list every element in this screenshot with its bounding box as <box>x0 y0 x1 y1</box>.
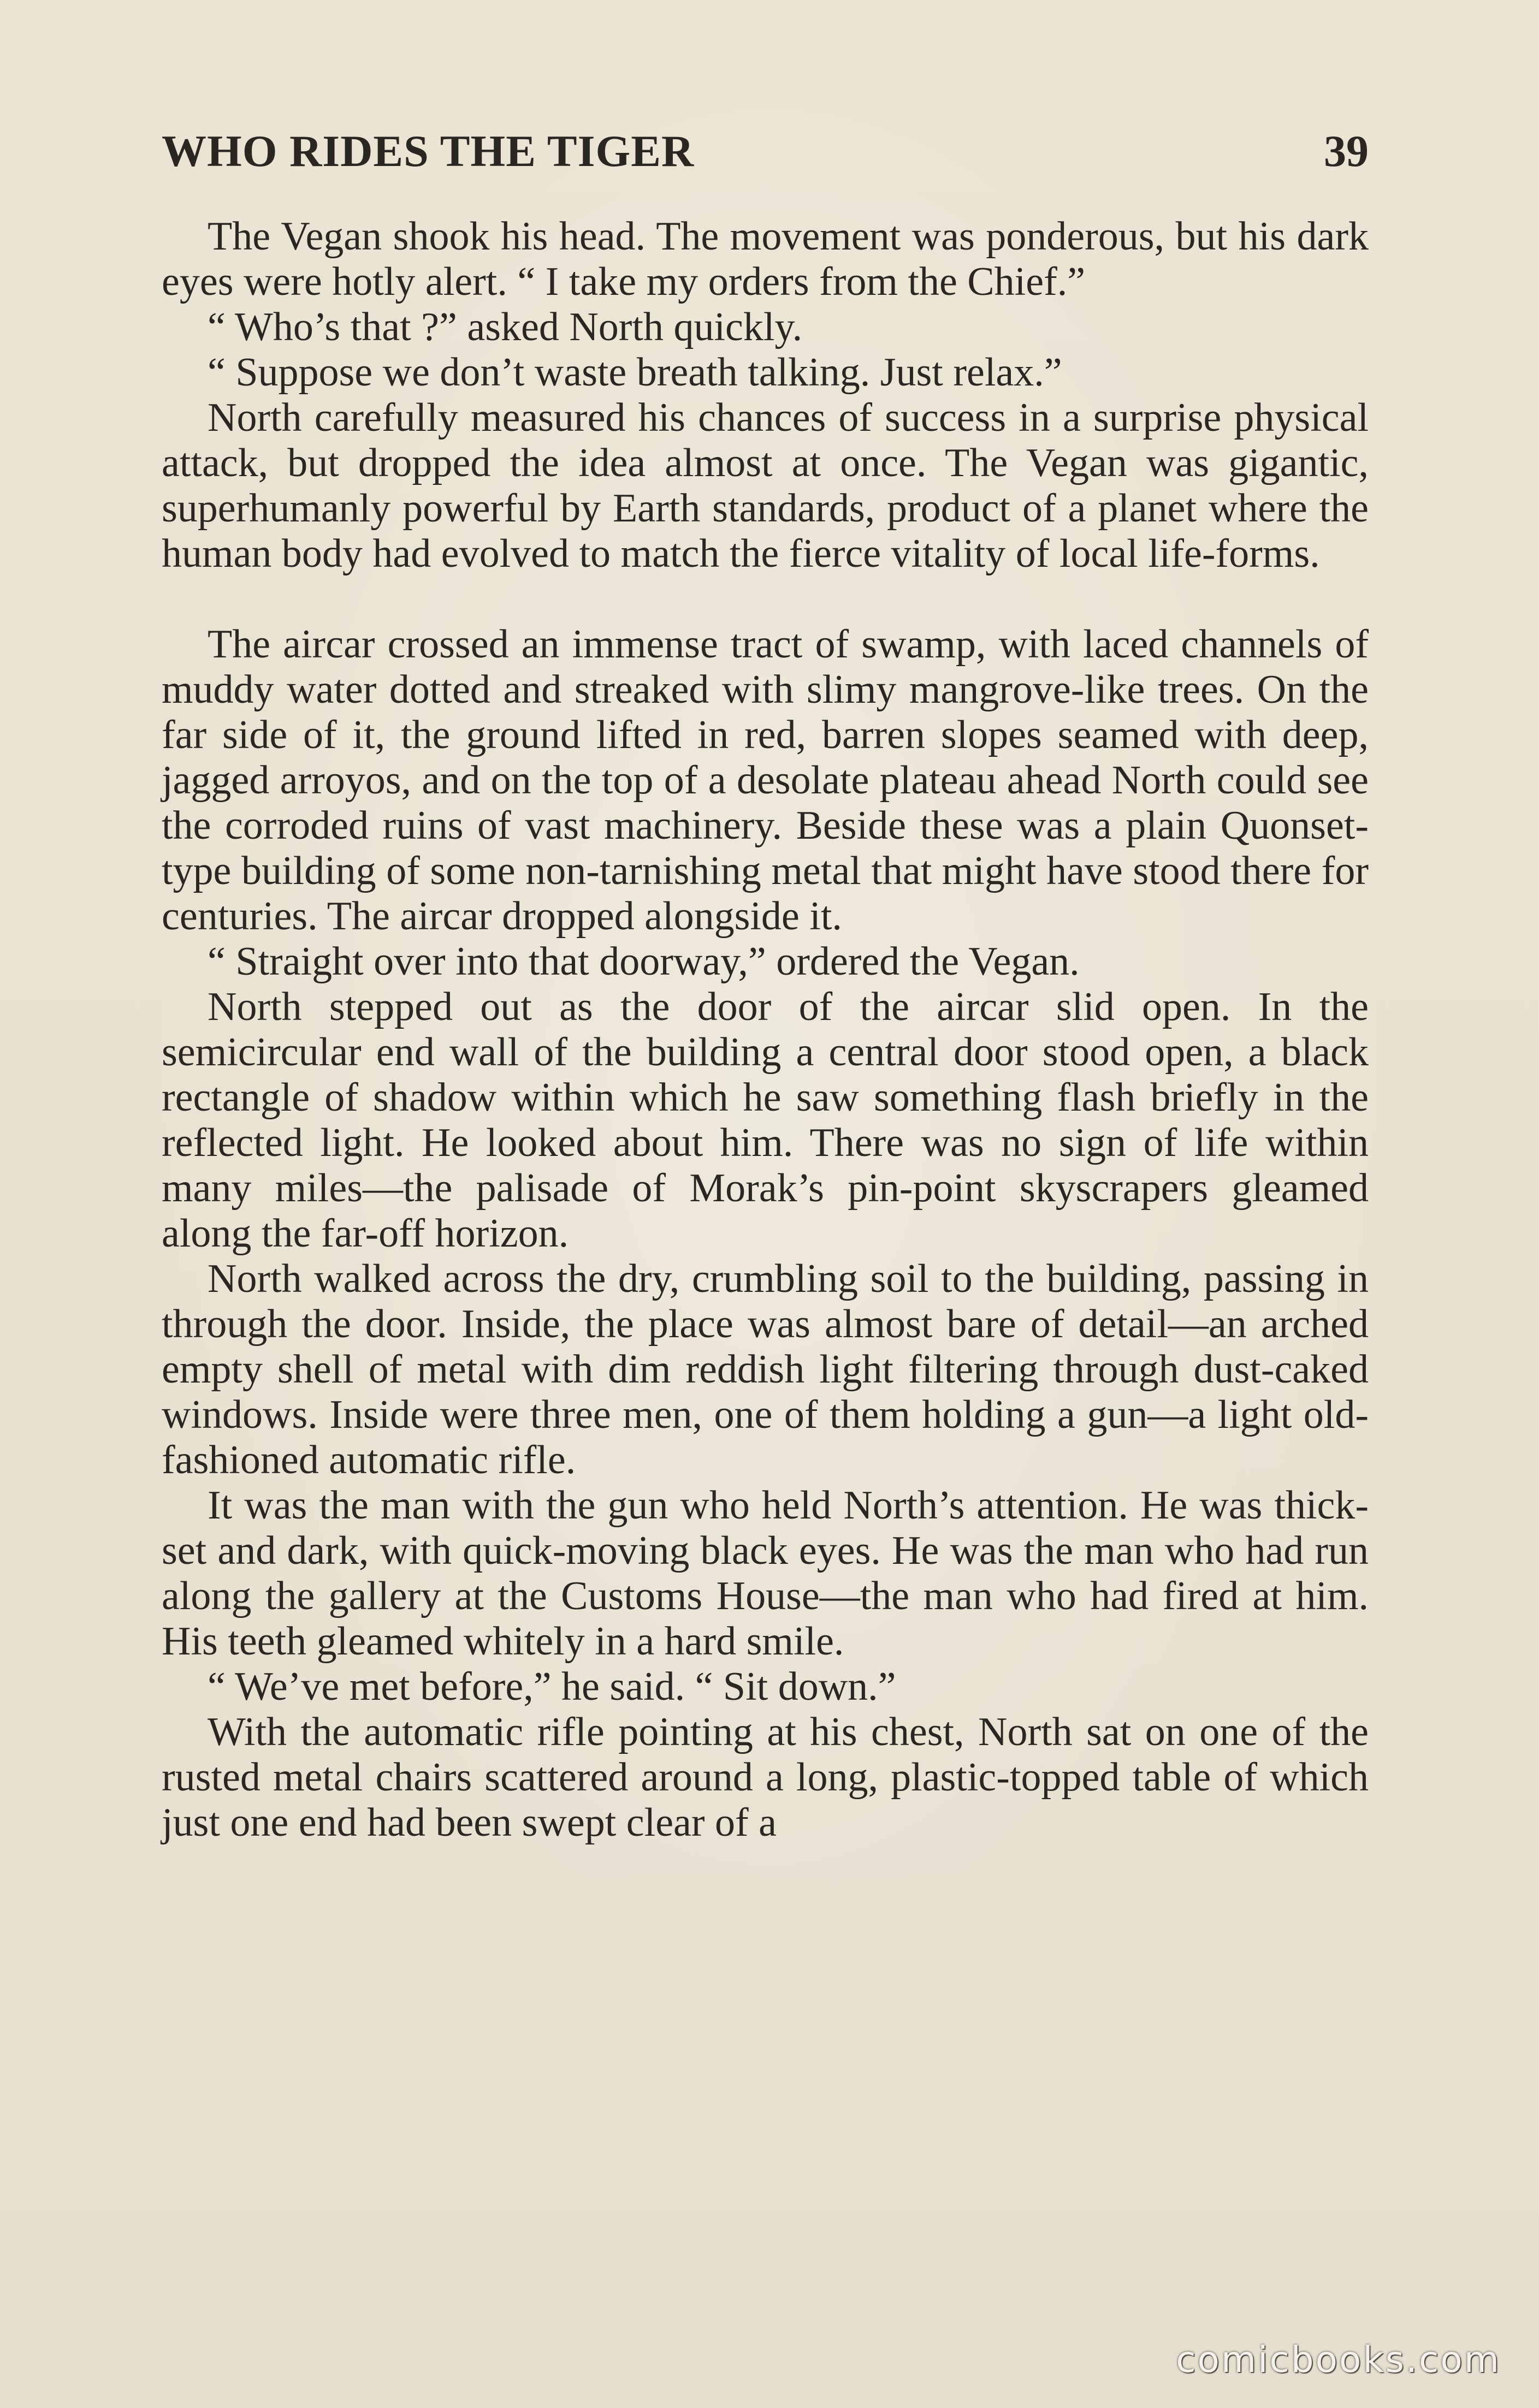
paragraph: “ Suppose we don’t waste breath talking. Just relax.” <box>208 350 1062 395</box>
paragraph: “ Straight over into that doorway,” ordered the Vegan. <box>208 939 1080 984</box>
paragraph: The aircar crossed an immense tract of swamp, with laced channels of muddy water dotted and streaked with slimy mangrove-like trees. On the far side of it, the ground lifted in red, barren slopes seamed with deep, jagged arroyos, and on the top of a desolate plateau ahead North could see the corroded ruins of vast machinery. Beside these was a plain Quonset-type building of some non-tarnishing metal that might have stood there for centuries. The aircar dropped alongside it. <box>162 622 1369 939</box>
page-number: 39 <box>1324 126 1369 176</box>
body-text <box>162 214 1369 1846</box>
paragraph: It was the man with the gun who held North’s attention. He was thick-set and dark, with quick-moving black eyes. He was the man who had run along the gallery at the Customs House—the man who had fired at him. His teeth gleamed whitely in a hard smile. <box>162 1483 1369 1664</box>
running-head <box>162 121 1369 181</box>
paragraph: North stepped out as the door of the aircar slid open. In the semicircular end wall of the building a central door stood open, a black rectangle of shadow within which he saw something flash briefly in the reflected light. He looked about him. There was no sign of life within many miles—the palisade of Morak’s pin-point skyscrapers gleamed along the far-off horizon. <box>162 984 1369 1256</box>
running-title: WHO RIDES THE TIGER <box>162 126 695 176</box>
paragraph: “ We’ve met before,” he said. “ Sit down.” <box>208 1664 896 1709</box>
paragraph: North walked across the dry, crumbling soil to the building, passing in through the door. Inside, the place was almost bare of detail—an arched empty shell of metal with dim reddish light filtering through dust-caked windows. Inside were three men, one of them holding a gun—a light old-fashioned automatic rifle. <box>162 1256 1369 1482</box>
paragraph: North carefully measured his chances of success in a surprise physical attack, but dropped the idea almost at once. The Vegan was gigantic, superhumanly powerful by Earth standards, product of a planet where the human body had evolved to match the fierce vitality of local life-forms. <box>162 395 1369 576</box>
watermark-logo: comicbooks.com <box>1176 2339 1501 2381</box>
paragraph: The Vegan shook his head. The movement was ponderous, but his dark eyes were hotly alert. “ I take my orders from the Chief.” <box>162 214 1369 304</box>
paragraph: With the automatic rifle pointing at his chest, North sat on one of the rusted metal chairs scattered around a long, plastic-topped table of which just one end had been swept clear of a <box>162 1710 1369 1845</box>
paragraph: “ Who’s that ?” asked North quickly. <box>208 305 803 349</box>
